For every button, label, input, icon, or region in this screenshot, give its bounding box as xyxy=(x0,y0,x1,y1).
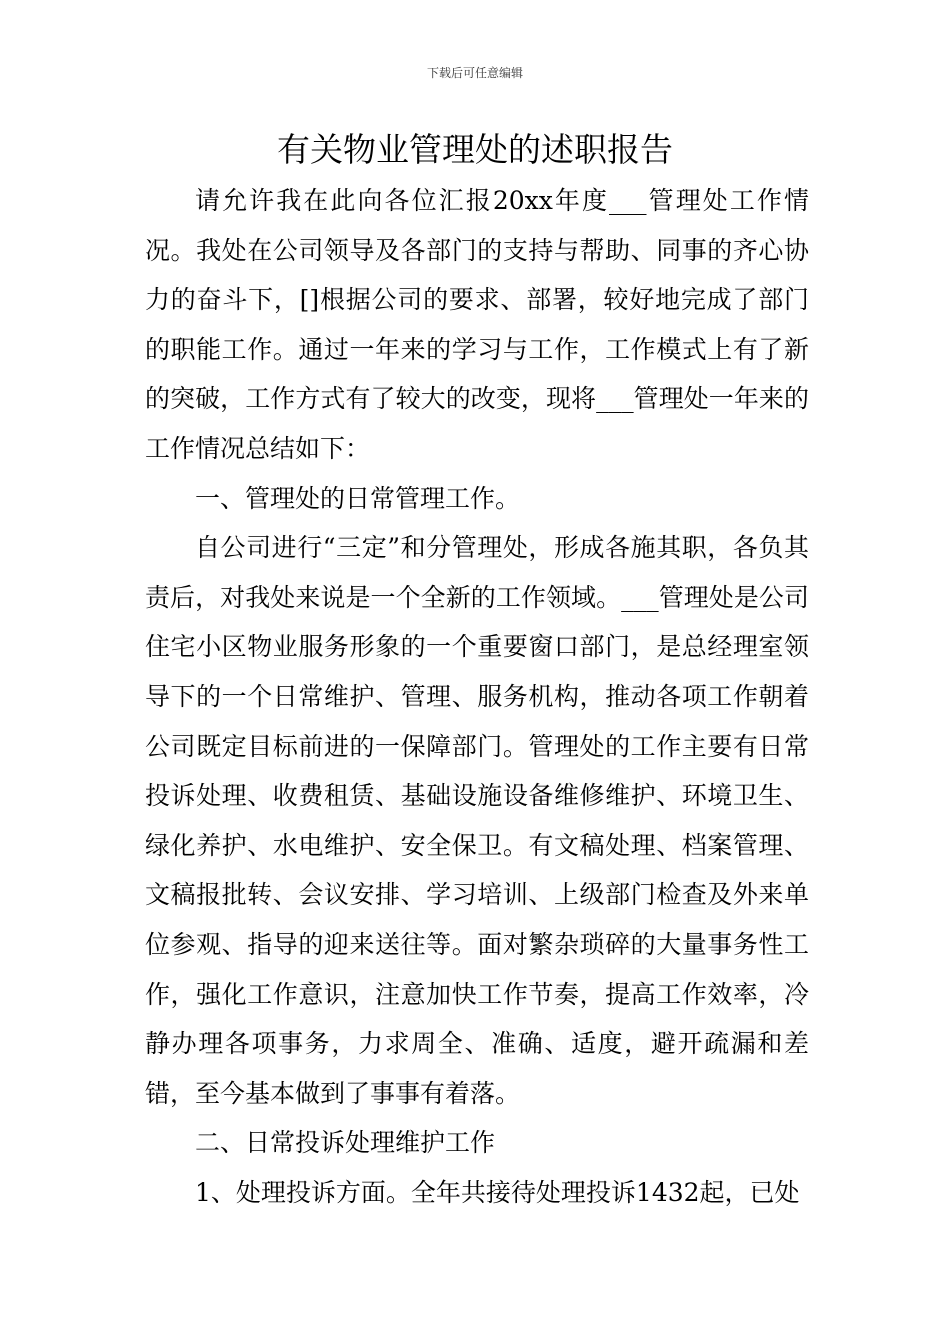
paragraph-intro: 请允许我在此向各位汇报20xx年度___管理处工作情况。我处在公司领导及各部门的支持与帮助、同事的齐心协力的奋斗下，[]根据公司的要求、部署，较好地完成了部门的职能工作。通过一年来的学习与工作，工作模式上有了新的突破，工作方式有了较大的改变，现将___管理处一年来的工作情况总结如下： xyxy=(145,186,809,463)
document-body xyxy=(145,176,809,1217)
paragraph-complaints: 1、处理投诉方面。全年共接待处理投诉1432起，已处 xyxy=(195,1177,800,1207)
section-heading-2: 二、日常投诉处理维护工作 xyxy=(195,1128,496,1158)
document-title: 有关物业管理处的述职报告 xyxy=(277,130,673,169)
section-heading-1: 一、管理处的日常管理工作。 xyxy=(195,483,521,513)
header-note: 下载后可任意编辑 xyxy=(426,66,523,80)
paragraph-section-1: 自公司进行“三定”和分管理处，形成各施其职，各负其责后，对我处来说是一个全新的工作领域。___管理处是公司住宅小区物业服务形象的一个重要窗口部门，是总经理室领导下的一个日常维护、管理、服务机构，推动各项工作朝着公司既定目标前进的一保障部门。管理处的工作主要有日常投诉处理、收费租赁、基础设施设备维修维护、环境卫生、绿化养护、水电维护、安全保卫。有文稿处理、档案管理、文稿报批转、会议安排、学习培训、上级部门检查及外来单位参观、指导的迎来送往等。面对繁杂琐碎的大量事务性工作，强化工作意识，注意加快工作节奏，提高工作效率，冷静办理各项事务，力求周全、准确、适度，避开疏漏和差错，至今基本做到了事事有着落。 xyxy=(145,533,809,1108)
